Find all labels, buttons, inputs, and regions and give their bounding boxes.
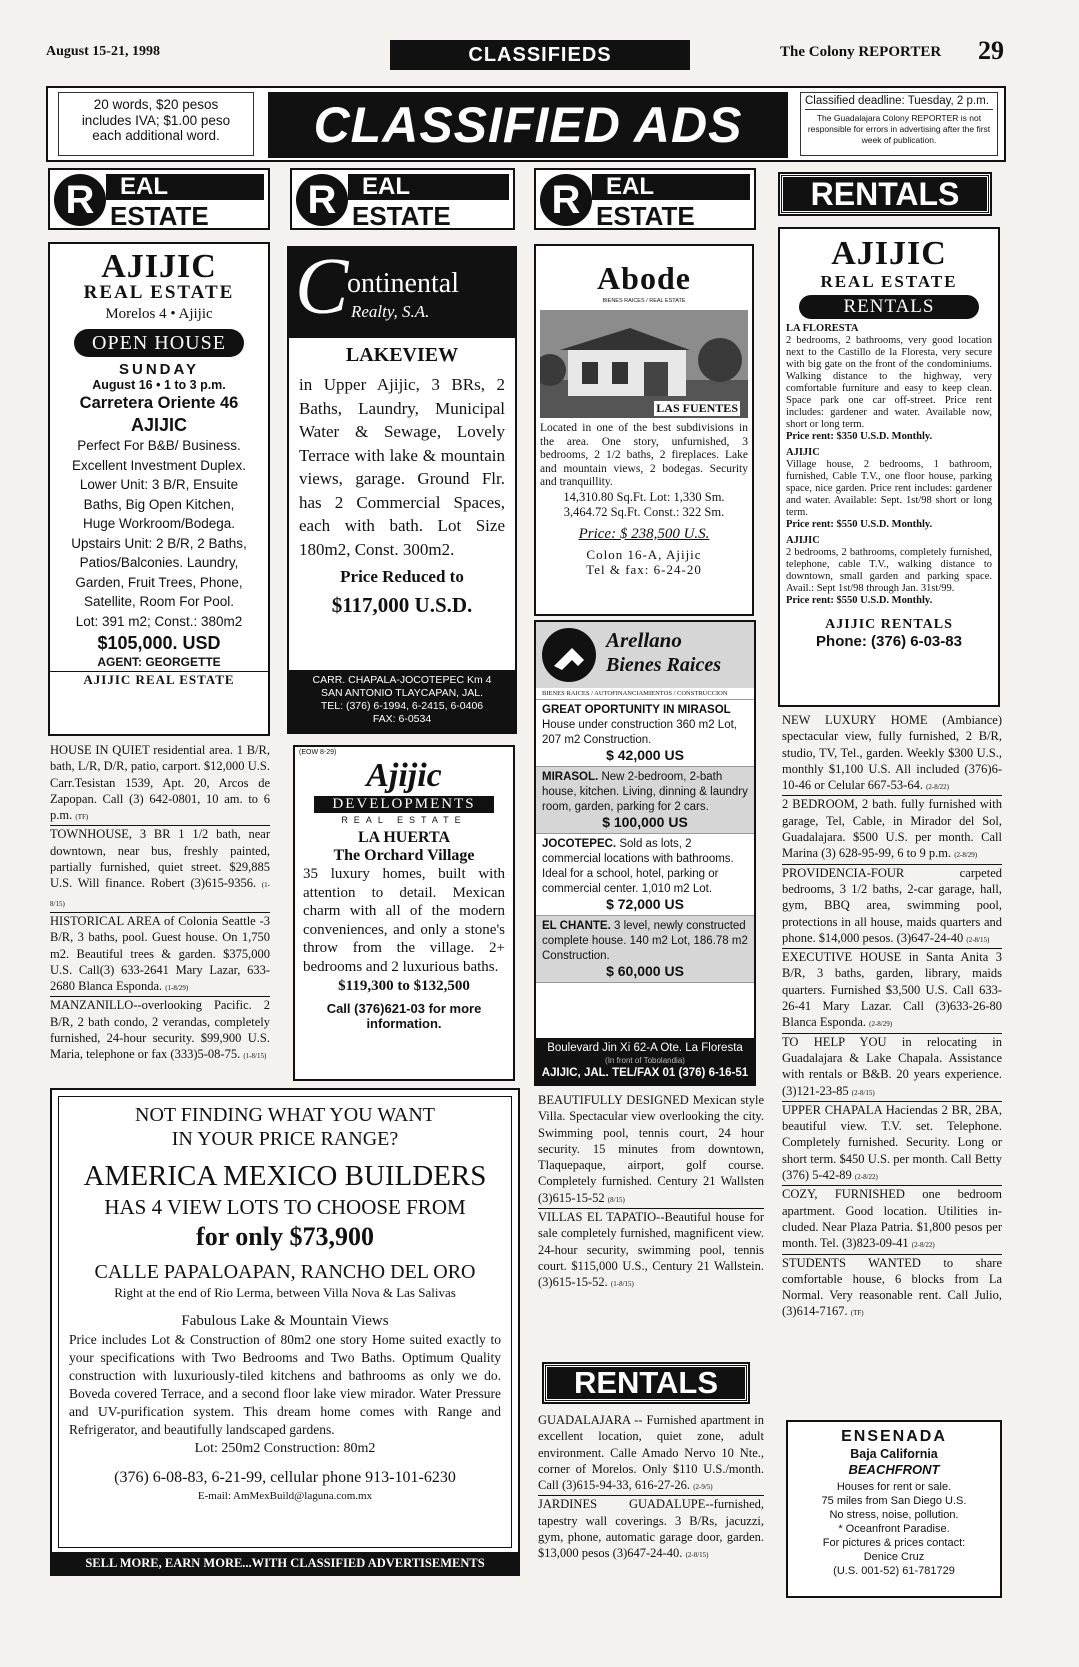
ad-line: Houses for rent or sale. — [836, 1481, 952, 1493]
listing-title: GREAT OPORTUNITY IN MIRASOL — [542, 704, 731, 716]
ad-footer — [536, 1038, 754, 1084]
listing-price: Price rent: $550 U.S.D. Monthly. — [786, 595, 933, 606]
open-house-badge: OPEN HOUSE — [74, 329, 244, 357]
continental-realty-ad — [287, 243, 517, 734]
section-title: CLASSIFIEDS — [390, 40, 690, 70]
listing-section — [536, 916, 754, 983]
ad-logo-bar: DEVELOPMENTS — [314, 796, 494, 813]
ad-email: E-mail: AmMexBuild@laguna.com.mx — [197, 1490, 373, 1502]
real-estate-banner — [534, 168, 756, 230]
listing-title: EL CHANTE. — [542, 920, 611, 932]
america-mexico-builders-ad — [50, 1088, 520, 1576]
ad-price: $119,300 to $132,500 — [338, 978, 470, 994]
ad-phone: (376) 6-08-83, 6-21-99, cellular phone 913-101-6230 — [114, 1469, 456, 1486]
listing-body: Sold as lots, 2 commercial locations with bathrooms. Ideal for a school, hotel, parking or commercial center. 1,010 m2 Lot. — [542, 838, 734, 895]
ad-line: Excellent Investment Duplex. — [71, 457, 247, 473]
classified-item: TOWNHOUSE, 3 BR 1 1/2 bath, near downtown, near bus, freshly painted, partially furnished, quiet street. $29,885 U.S. Will finance. Robert (3)615-9356. (1-8/15) — [50, 825, 270, 911]
ad-line: No stress, noise, pollution. — [829, 1509, 959, 1521]
banner-letter: R — [54, 174, 106, 226]
listing-section — [536, 700, 754, 767]
ad-reduced: Price Reduced to — [340, 567, 464, 586]
ad-lead: NOT FINDING WHAT YOU WANT — [135, 1104, 435, 1126]
footer-line: Boulevard Jin Xi 62-A Ote. La Floresta — [547, 1042, 743, 1054]
continental-logo — [289, 243, 515, 338]
ad-line: Upstairs Unit: 2 B/R, 2 Baths, — [71, 535, 247, 551]
listing-price: $ 72,000 US — [606, 896, 684, 912]
listing-price: Price rent: $350 U.S.D. Monthly. — [786, 431, 933, 442]
ad-company: AMERICA MEXICO BUILDERS — [83, 1160, 487, 1192]
ad-line: Denice Cruz — [863, 1551, 925, 1563]
ajijic-real-estate-ad — [48, 242, 270, 736]
classified-item: HOUSE IN QUIET residential area. 1 B/R, bath, L/R, D/R, patio, carport. $12,000 U.S. Carr.Tesistan 1539, Apt. 20, Arcos de Zapopan. Call (3) 642-0801, 10 am. to 6 p.m. (TF) — [50, 743, 270, 823]
listing-body: 2 bedrooms, 2 bathrooms, completely furnished, telephone, cable T.V., walking distance to downtown, small garden and parking space. Avail.: Sept 1st/98 through Jan. 31st/99. — [786, 547, 992, 594]
banner-top: EAL — [106, 174, 264, 200]
ad-footer — [289, 670, 515, 732]
ad-line: Garden, Fruit Trees, Phone, — [75, 574, 243, 590]
ad-logo: AJIJIC — [831, 235, 947, 272]
listing-price: $ 42,000 US — [606, 747, 684, 763]
ad-price: $117,000 U.S.D. — [331, 593, 473, 617]
ad-address: Morelos 4 • Ajijic — [105, 306, 213, 322]
rate-line: 20 words, $20 pesos — [93, 97, 219, 112]
ad-price: $105,000. USD — [97, 633, 221, 653]
rate-line: each additional word. — [92, 128, 220, 143]
listing-title: LA FLORESTA — [786, 323, 859, 334]
arellano-logo-icon — [542, 628, 596, 682]
ad-price: for only $73,900 — [196, 1222, 374, 1251]
listing-price: $ 60,000 US — [606, 963, 684, 979]
rate-line: includes IVA; $1.00 peso — [81, 112, 231, 128]
classified-ads-title: CLASSIFIED ADS — [268, 92, 788, 158]
rentals-banner: RENTALS — [780, 174, 990, 214]
ad-address: Colon 16-A, Ajijic — [586, 546, 702, 562]
ad-footer: AJIJIC REAL ESTATE — [50, 671, 268, 688]
ad-body: Located in one of the best subdivisions in the area. One story, unfurnished, 3 bedrooms, 2 1/2 baths, 2 fireplaces. Lake and mountain views, 2 bodegas. Security and tranquillity. — [540, 422, 748, 488]
ad-lot: Lot: 250m2 Construction: 80m2 — [194, 1441, 376, 1456]
ad-line: Huge Workroom/Bodega. — [82, 516, 236, 531]
classified-item: UPPER CHAPALA Haciendas 2 BR, 2BA, beautiful view. T.V. set. Telephone. Completely furnished. Security. Long or short term. $450 U.S. per month. Call Betty (376) 5-42-89 (2-8/22) — [782, 1101, 1002, 1185]
ad-beachfront: BEACHFRONT — [848, 1462, 940, 1477]
ad-logo-sub: REAL ESTATE — [341, 815, 467, 825]
ad-tagline: BIENES RAICES / REAL ESTATE — [602, 298, 686, 304]
arellano-logo — [536, 622, 754, 688]
listing-title: AJIJIC — [786, 447, 820, 458]
classified-item: JARDINES GUADALUPE--furnished, tapestry wall coverings. 3 B/Rs, jacuzzi, gym, phone, automatic garage door, garden. $13,000 pesos (3)647-24-40. (2-8/15) — [538, 1495, 764, 1563]
listing-body: New 2-bedroom, 2-bath house, kitchen. Living, dinning & laundry room, garden, parking for 2 cars. — [542, 771, 748, 813]
ad-line: Satellite, Room For Pool. — [83, 594, 235, 609]
open-house-day: SUNDAY — [119, 361, 199, 378]
listing-body: House under construction 360 m2 Lot, 207 m2 Construction. — [542, 719, 737, 746]
classified-item: BEAUTIFULLY DESIGNED Mexican style Villa. Spectacular view overlooking the city. Swimming pool, tennis court, 24 hour security. 15 minutes from downtown, Tlaquepaque, airport, golf course. Completely furnished. Century 21 Wallsten (3)615-15-52 (8/15) — [538, 1093, 764, 1205]
arellano-bienes-raices-ad — [534, 620, 756, 1086]
ad-directions: Right at the end of Rio Lerma, between Villa Nova & Las Salivas — [114, 1285, 456, 1300]
listing-section — [536, 767, 754, 834]
ad-line: (U.S. 001-52) 61-781729 — [833, 1565, 955, 1577]
ad-logo: Abode — [597, 260, 691, 296]
ad-const: 3,464.72 Sq.Ft. Const.: 322 Sm. — [563, 504, 725, 519]
classifieds-column-3 — [538, 1092, 764, 1293]
listing-section — [536, 834, 754, 916]
listing-price: $ 100,000 US — [602, 814, 688, 830]
ad-body: Price includes Lot & Construction of 80m2 one story Home suited exactly to your specifications with Two Bedrooms and Two Baths. Optimum Quality construction with luxuriously-tiled kitchens and bathrooms as only we do. Boveda covered Terrace, and a second floor lake view mirador. Water Pressure and UV-purification system. This dream home comes with Range and Refrigerator, and beautifully landscaped gardens. — [69, 1332, 501, 1437]
classified-item: NEW LUXURY HOME (Ambiance) spectacular view, fully furnished, 2 B/R, studio, TV, Tel., garden. Weekly $300 U.S., monthly $1,100 U.S. All included (376)6-10-46 or Celular 667-53-64. (2-8/22) — [782, 713, 1002, 793]
listing-body: 2 bedrooms, 2 bathrooms, very good location next to the Castillo de la Floresta, very secure with big gate on the front of the condominiums. Walking distance to the highway, very comfortable furniture and easy to keep clean. Space park one car off-street. Price rent includes: gardener and water. Available now, short or long term. — [786, 335, 992, 430]
house-photo — [540, 310, 748, 418]
ad-title: ENSENADA — [841, 1428, 947, 1445]
rate-box — [58, 92, 254, 156]
disclaimer-text: The Guadalajara Colony REPORTER is not responsible for errors in advertising after the first week of publication. — [807, 113, 991, 145]
ad-footer: SELL MORE, EARN MORE...WITH CLASSIFIED ADVERTISEMENTS — [52, 1552, 518, 1574]
banner-letter: R — [540, 174, 592, 226]
open-house-time: August 16 • 1 to 3 p.m. — [92, 378, 226, 392]
banner-top: EAL — [592, 174, 750, 200]
rental-listing — [780, 323, 998, 443]
classified-item: HISTORICAL AREA of Colonia Seattle -3 B/R, 3 baths, pool. Guest house. On 1,750 m2. Beautiful trees & garden. $375,000 U.S. Call(3) 633-2641 Mary Lazar, 633-2680 Blanca Esponda. (1-8/29) — [50, 912, 270, 996]
classified-item: EXECUTIVE HOUSE in Santa Anita 3 B/R, 3 baths, garden, library, maids quarters. Furnished $3,500 U.S. Call 633-26-41 Mary Lazar. Call (3)633-26-80 Blanca Esponda. (2-8/29) — [782, 948, 1002, 1032]
ad-body: 35 luxury homes, built with attention to detail. Mexican charm with all of the modern conveniences, and only a stone's throw from the village. 2+ bedrooms and 2 luxurious baths. — [303, 866, 505, 975]
listing-body: Village house, 2 bedrooms, 1 bathroom, furnished, Cable T.V., one floor house, parking space, nice garden. Price rent includes: gardener and water. Available: Sept. 1st/98 short or long term. — [786, 459, 992, 518]
ad-line: For pictures & prices contact: — [822, 1537, 966, 1549]
classified-item: VILLAS EL TAPATIO--Beautiful house for sale completely furnished, magnificent view. 24-hour security, swimming pool, tennis court. $115,000 U.S., Century 21 Wallstein. (3)615-15-52. (1-8/15) — [538, 1208, 764, 1292]
footer-line: AJIJIC, JAL. TEL/FAX 01 (376) 6-16-51 — [541, 1067, 749, 1079]
ad-tel: Tel & fax: 6-24-20 — [586, 561, 702, 577]
ad-line: Baths, Big Open Kitchen, — [83, 496, 235, 512]
classified-item: MANZANILLO--overlooking Pacific. 2 B/R, 2 bath condo, 2 verandas, completely furnished, 24-hour security. $99,900 U.S. Maria, telephone or fax (333)5-08-75. (1-8/15) — [50, 996, 270, 1064]
ad-footer: AJIJIC RENTALS — [825, 617, 953, 632]
ad-name: Bienes Raices — [606, 654, 721, 676]
ad-title: LAKEVIEW — [345, 344, 459, 366]
ad-line: Perfect For B&B/ Business. — [77, 438, 241, 453]
rentals-column-3 — [538, 1412, 764, 1564]
page-number: 29 — [978, 36, 1004, 65]
ad-sub: Baja California — [850, 1447, 938, 1461]
banner-bottom: ESTATE — [110, 201, 209, 231]
rental-listing — [780, 447, 998, 531]
ensenada-ad — [786, 1420, 1002, 1598]
real-estate-banner — [290, 168, 515, 230]
ad-price: Price: $ 238,500 U.S. — [578, 525, 710, 542]
ad-line: 75 miles from San Diego U.S. — [821, 1495, 967, 1507]
footer-line: TEL: (376) 6-1994, 6-2415, 6-0406 — [320, 700, 484, 712]
classifieds-column-1 — [50, 742, 270, 1065]
ad-offer: HAS 4 VIEW LOTS TO CHOOSE FROM — [104, 1195, 466, 1219]
ad-lot: 14,310.80 Sq.Ft. Lot: 1,330 Sm. — [563, 489, 725, 504]
open-house-street: Carretera Oriente 46 — [79, 394, 239, 412]
listing-title: AJIJIC — [786, 535, 820, 546]
ad-line: Lower Unit: 3 B/R, Ensuite — [79, 477, 239, 492]
classified-item: 2 BEDROOM, 2 bath. fully furnished with garage, Tel, Cable, in Mirador del Sol, Guadalajara. $500 U.S. per month. Call Marina (3) 628-95-99, 6 to 9 p.m. (2-8/29) — [782, 795, 1002, 863]
classified-item: GUADALAJARA -- Furnished apartment in excellent location, quiet zone, adult environment. Calle Amado Nervo 10 Nte., corner of Morelos. Only $110 U.S./month. Call (3)615-94-33, 616-27-26. (2-9/5) — [538, 1413, 764, 1493]
classified-item: TO HELP YOU in relocating in Guadalajara & Lake Chapala. Assistance with rentals or B&B. 20 years experience. (3)121-23-85 (2-8/15) — [782, 1033, 1002, 1101]
ad-lead: IN YOUR PRICE RANGE? — [171, 1128, 399, 1150]
real-estate-banner — [48, 168, 270, 230]
ad-phone: Phone: (376) 6-03-83 — [816, 633, 962, 650]
footer-line: FAX: 6-0534 — [372, 713, 432, 725]
photo-caption: LAS FUENTES — [656, 401, 738, 415]
footer-line: CARR. CHAPALA-JOCOTEPEC Km 4 — [312, 674, 492, 686]
ad-logo-sub: REAL ESTATE — [83, 282, 235, 303]
footer-line: (In front of Tobolandia) — [605, 1056, 685, 1065]
ad-tagline: BIENES RAICES / AUTOFINANCIAMIENTOS / CONSTRUCCION — [536, 688, 754, 700]
ad-subtitle: The Orchard Village — [333, 847, 475, 864]
open-house-town: AJIJIC — [130, 415, 188, 435]
ad-line: Lot: 391 m2; Const.: 380m2 — [75, 613, 243, 629]
footer-line: SAN ANTONIO TLAYCAPAN, JAL. — [320, 687, 484, 699]
banner-letter: R — [296, 174, 348, 226]
logo-text: ontinental — [347, 268, 459, 299]
classified-item: COZY, FURNISHED one bedroom apartment. Good location. Utilities in-cluded. Near Plaza Patria. $1,800 pesos per month. Tel. (3)823-09-41 (2-8/22) — [782, 1185, 1002, 1253]
abode-real-estate-ad — [534, 244, 754, 616]
issue-date: August 15-21, 1998 — [46, 44, 160, 59]
rentals-banner: RENTALS — [544, 1364, 748, 1402]
rentals-column-4 — [782, 712, 1002, 1322]
classified-item: PROVIDENCIA-FOUR carpeted bedrooms, 3 1/2 baths, 2-car garage, hall, gym, BBQ area, swimming pool, protections in all house, maids quarters and phone. $14,000 pesos. (3)647-24-40 (2-8/15) — [782, 864, 1002, 948]
deadline-text: Classified deadline: Tuesday, 2 p.m. — [805, 95, 993, 110]
ad-name: Arellano — [606, 628, 682, 652]
ad-street: CALLE PAPALOAPAN, RANCHO DEL ORO — [94, 1261, 476, 1283]
deadline-box — [800, 92, 998, 156]
rental-listing — [780, 535, 998, 607]
listing-body: 3 level, newly constructed complete house. 140 m2 Lot, 186.78 m2 Construction. — [542, 920, 748, 962]
ajijic-rentals-ad — [778, 227, 1000, 707]
continental-c-glyph: C — [295, 243, 349, 331]
paper-name: The Colony REPORTER — [780, 44, 942, 60]
listing-title: MIRASOL. — [542, 771, 599, 783]
ajijic-developments-ad — [293, 745, 515, 1081]
listing-price: Price rent: $550 U.S.D. Monthly. — [786, 519, 933, 530]
banner-bottom: ESTATE — [352, 201, 451, 231]
ad-agent: AGENT: GEORGETTE — [97, 655, 221, 669]
banner-top: EAL — [348, 174, 509, 200]
ad-call: Call (376)621-03 for more information. — [326, 1001, 482, 1031]
ad-views: Fabulous Lake & Mountain Views — [181, 1313, 389, 1329]
listing-title: JOCOTEPEC. — [542, 838, 617, 850]
ad-title: LA HUERTA — [357, 829, 451, 846]
rentals-badge: RENTALS — [799, 295, 979, 319]
ad-code: (EOW 8-29) — [299, 749, 337, 756]
ad-line: * Oceanfront Paradise. — [838, 1523, 950, 1535]
banner-bottom: ESTATE — [596, 201, 695, 231]
ad-line: Patios/Balconies. Laundry, — [79, 555, 239, 570]
ad-logo: AJIJIC — [101, 248, 217, 285]
ad-logo: Ajijic — [366, 757, 442, 794]
classified-item: STUDENTS WANTED to share comfortable house, 6 blocks from La Normal. Very reasonable rent. Call Julio, (3)614-7167. (TF) — [782, 1254, 1002, 1322]
ad-logo-sub: REAL ESTATE — [820, 272, 958, 291]
logo-subtext: Realty, S.A. — [351, 302, 430, 321]
ad-body: in Upper Ajijic, 3 BRs, 2 Baths, Laundry, Municipal Water & Sewage, Lovely Terrace with lake & mountain views, garage. Ground Flr. has 2 Commercial Spaces, each with bath. Lot Size 180m2, Const. 300m2. — [299, 375, 505, 559]
